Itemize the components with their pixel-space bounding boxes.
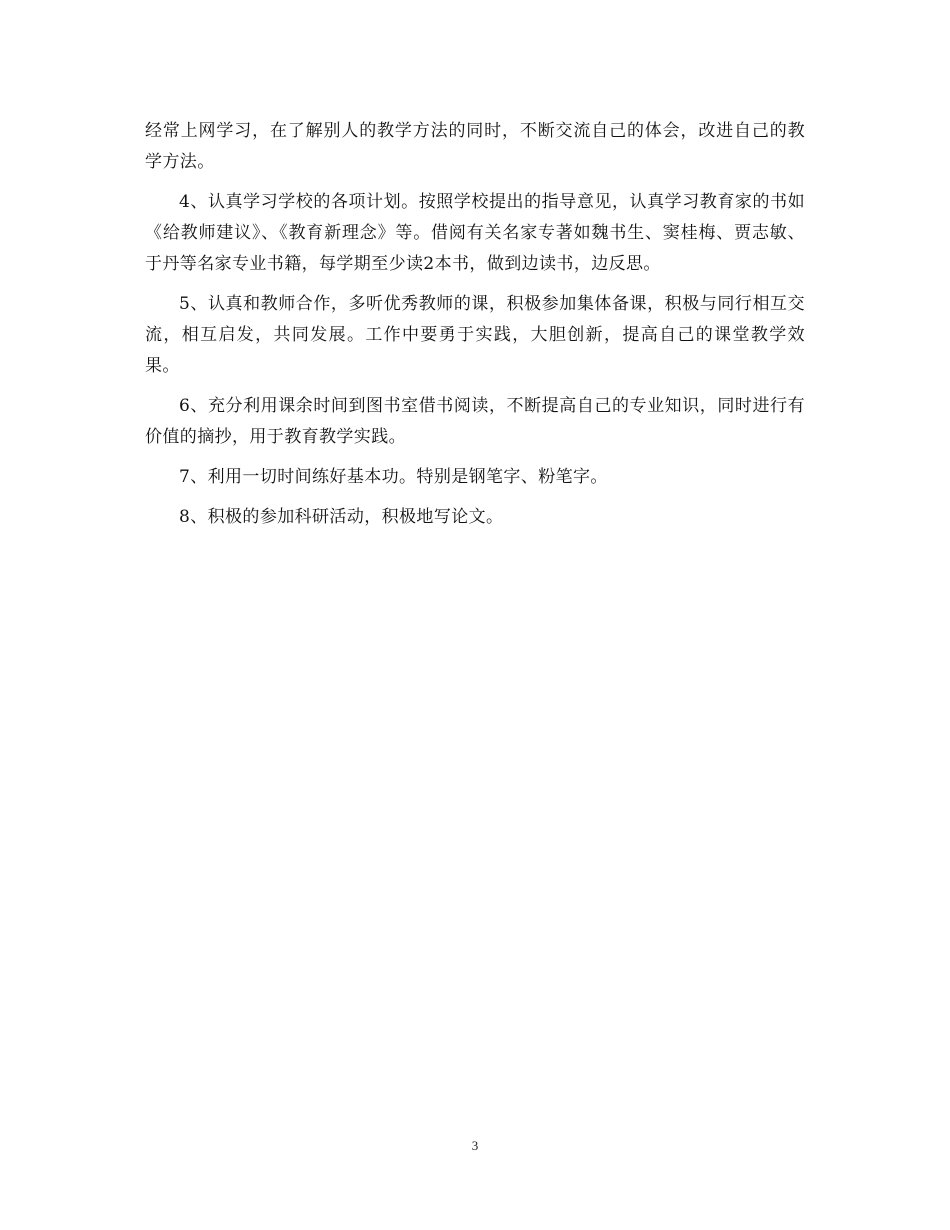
paragraph-item-5: 5、认真和教师合作，多听优秀教师的课，积极参加集体备课，积极与同行相互交流，相互启发，共同发展。工作中要勇于实践，大胆创新，提高自己的课堂教学效果。 (145, 294, 805, 376)
paragraph-item-8: 8、积极的参加科研活动，积极地写论文。 (179, 507, 504, 527)
paragraph-item-6: 6、充分利用课余时间到图书室借书阅读，不断提高自己的专业知识，同时进行有价值的摘抄，用于教育教学实践。 (145, 396, 805, 447)
paragraph-item-7: 7、利用一切时间练好基本功。特别是钢笔字、粉笔字。 (179, 467, 608, 487)
paragraph-continuation: 经常上网学习，在了解别人的教学方法的同时，不断交流自己的体会，改进自己的教学方法。 (145, 121, 805, 172)
paragraph-item-4: 4、认真学习学校的各项计划。按照学校提出的指导意见，认真学习教育家的书如《给教师建议》、《教育新理念》等。借阅有关名家专著如魏书生、窦桂梅、贾志敏、于丹等名家专业书籍，每学期至少读2本书，做到边读书，边反思。 (145, 192, 805, 274)
document-body (145, 116, 805, 542)
page-number: 3 (471, 1138, 479, 1153)
